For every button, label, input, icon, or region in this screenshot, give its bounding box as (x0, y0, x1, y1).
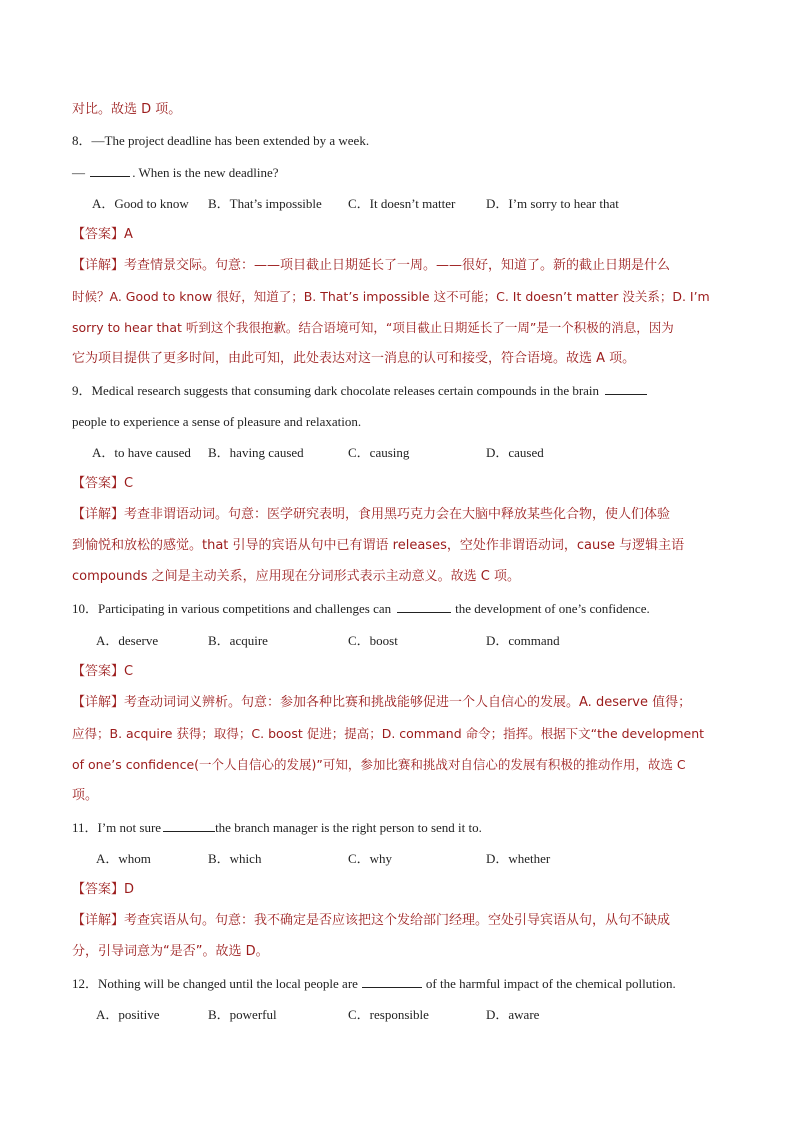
q12-option-a: A．positive (96, 1007, 160, 1022)
explanation-tag: 【详解】 (72, 507, 125, 522)
q12-option-d: D．aware (486, 1007, 540, 1022)
q8-dash: — (72, 165, 89, 180)
q11-answer (72, 880, 134, 900)
q9-options (92, 443, 712, 463)
q9-explanation-line1: 【详解】考查非谓语动词。句意：医学研究表明，食用黑巧克力会在大脑中释放某些化合物，使人们体验 (72, 507, 671, 522)
q9-option-c: C．causing (348, 445, 410, 460)
q11-blank (163, 818, 215, 832)
q10-explanation-line4: 项。 (72, 788, 99, 803)
q8-explanation-line2: 时候？A. Good to know 很好，知道了；B. That’s impossible 这不可能；C. It doesn’t matter 没关系；D. I’m (72, 289, 710, 304)
q10-answer-value: C (124, 664, 134, 679)
q8-options (92, 194, 712, 214)
q8-reply (72, 163, 279, 183)
q8-option-d: D．I’m sorry to hear that (486, 196, 619, 211)
answer-tag: 【答案】 (72, 227, 125, 242)
q9-prompt-line1: 9．Medical research suggests that consuming dark chocolate releases certain compounds in the brain (72, 381, 649, 401)
q9-option-d: D．caused (486, 445, 544, 460)
q9-answer-value: C (124, 476, 134, 491)
q9-option-a: A．to have caused (92, 445, 191, 460)
q11-prompt: 11．I’m not sure the branch manager is the right person to send it to. (72, 820, 482, 835)
q12-options (96, 1005, 716, 1025)
q9-explanation-line3: compounds 之间是主动关系，应用现在分词形式表示主动意义。故选 C 项。 (72, 569, 520, 584)
q8-answer-value: A (124, 227, 133, 242)
q8-reply-text: . When is the new deadline? (132, 165, 279, 180)
q12-option-b: B．powerful (208, 1007, 277, 1022)
q10-prompt: 10．Participating in various competitions and challenges can the development of one’s confidence. (72, 601, 650, 616)
q10-explanation-line2: 应得；B. acquire 获得；取得；C. boost 促进；提高；D. command 命令；指挥。根据下文“the development (72, 726, 705, 741)
prev-explanation-tail: 对比。故选 D 项。 (72, 102, 182, 117)
q8-answer (72, 225, 133, 245)
q10-answer (72, 662, 133, 682)
q11-option-a: A．whom (96, 851, 151, 866)
q10-explanation-line1: 【详解】考查动词词义辨析。句意：参加各种比赛和挑战能够促进一个人自信心的发展。A. deserve 值得； (72, 695, 692, 710)
q11-explanation-line1: 【详解】考查宾语从句。句意：我不确定是否应该把这个发给部门经理。空处引导宾语从句，从句不缺成 (72, 913, 671, 928)
q11-option-c: C．why (348, 851, 393, 866)
q8-option-c: C．It doesn’t matter (348, 196, 456, 211)
q9-option-b: B．having caused (208, 445, 304, 460)
q10-option-a: A．deserve (96, 633, 159, 648)
q11-option-d: D．whether (486, 851, 551, 866)
answer-tag: 【答案】 (72, 882, 125, 897)
q8-blank (90, 163, 130, 177)
q11-options (96, 849, 716, 869)
q9-explanation-line2: 到愉悦和放松的感觉。that 引导的宾语从句中已有谓语 releases，空处作非谓语动词，cause 与逻辑主语 (72, 538, 685, 553)
q8-prompt: 8．—The project deadline has been extended by a week. (72, 133, 370, 148)
q8-option-b: B．That’s impossible (208, 196, 322, 211)
q8-explanation-line4: 它为项目提供了更多时间，由此可知，此处表达对这一消息的认可和接受，符合语境。故选 A 项。 (72, 351, 636, 366)
q10-explanation-line3: of one’s confidence(一个人自信心的发展)”可知，参加比赛和挑战对自信心的发展有积极的推动作用，故选 C (72, 757, 686, 772)
q10-option-d: D．command (486, 633, 560, 648)
q9-prompt-line2: people to experience a sense of pleasure and relaxation. (72, 414, 362, 429)
q12-prompt: 12．Nothing will be changed until the local people are of the harmful impact of the chemical pollution. (72, 976, 676, 991)
q11-answer-value: D (124, 882, 135, 897)
q12-blank (362, 974, 422, 988)
answer-tag: 【答案】 (72, 664, 125, 679)
q11-option-b: B．which (208, 851, 262, 866)
q10-blank (397, 599, 451, 613)
q10-option-c: C．boost (348, 633, 398, 648)
q9-answer (72, 474, 133, 494)
q10-options (96, 631, 716, 651)
q11-explanation-line2: 分，引导词意为“是否”。故选 D。 (72, 944, 269, 959)
explanation-tag: 【详解】 (72, 695, 125, 710)
q10-option-b: B．acquire (208, 633, 268, 648)
q8-explanation-line3: sorry to hear that 听到这个我很抱歉。结合语境可知，“项目截止日期延长了一周”是一个积极的消息，因为 (72, 320, 674, 335)
q9-blank (605, 381, 647, 395)
q8-option-a: A．Good to know (92, 196, 189, 211)
answer-tag: 【答案】 (72, 476, 125, 491)
q8-explanation-line1: 【详解】考查情景交际。句意：——项目截止日期延长了一周。——很好，知道了。新的截止日期是什么 (72, 258, 671, 273)
explanation-tag: 【详解】 (72, 913, 125, 928)
explanation-tag: 【详解】 (72, 258, 125, 273)
q12-option-c: C．responsible (348, 1007, 429, 1022)
